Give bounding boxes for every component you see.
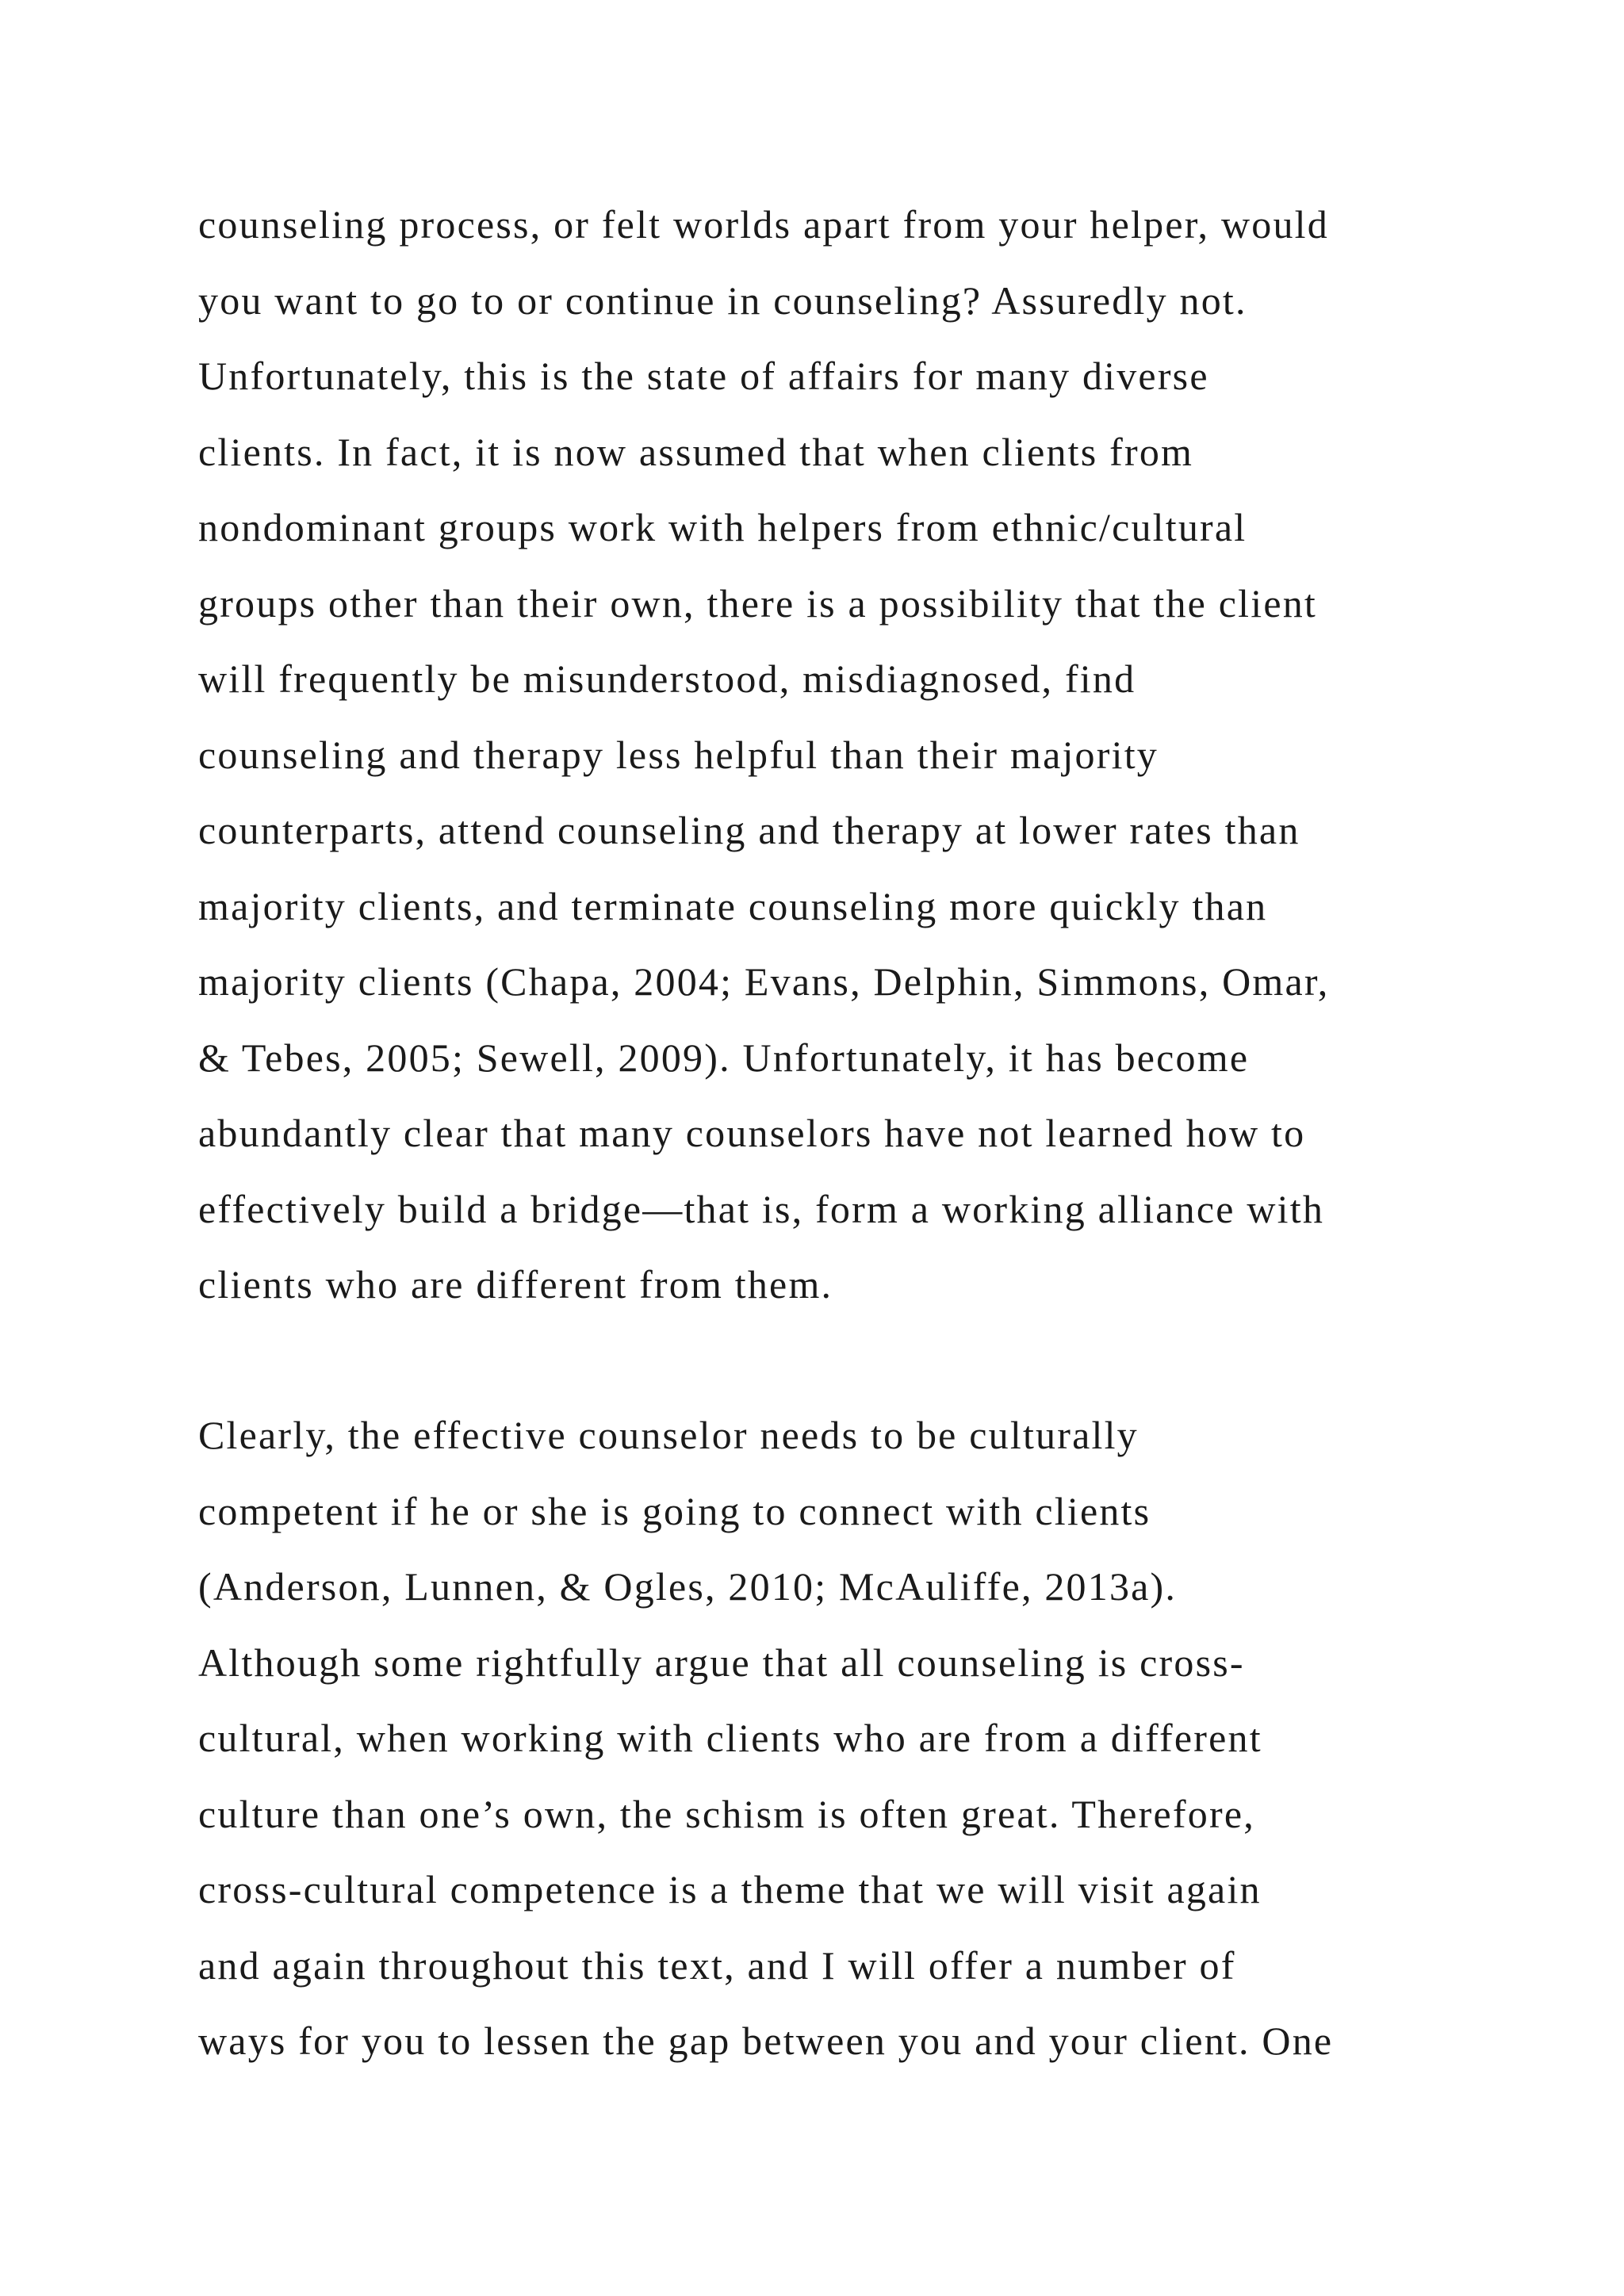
text-line: counseling and therapy less helpful than their majority bbox=[198, 732, 1159, 777]
text-line: Clearly, the effective counselor needs to be culturally bbox=[198, 1413, 1139, 1457]
text-line: majority clients, and terminate counseling more quickly than bbox=[198, 883, 1268, 928]
text-line: (Anderson, Lunnen, & Ogles, 2010; McAuliffe, 2013a). bbox=[198, 1564, 1178, 1609]
text-line: counterparts, attend counseling and therapy at lower rates than bbox=[198, 808, 1300, 852]
text-line: cultural, when working with clients who are from a different bbox=[198, 1716, 1262, 1760]
text-line: counseling process, or felt worlds apart from your helper, would bbox=[198, 202, 1329, 247]
text-line: & Tebes, 2005; Sewell, 2009). Unfortunately, it has become bbox=[198, 1035, 1250, 1080]
text-line: Unfortunately, this is the state of affairs for many diverse bbox=[198, 354, 1209, 398]
text-line: clients who are different from them. bbox=[198, 1262, 833, 1307]
paragraph-2 bbox=[198, 1398, 1507, 2080]
text-line: majority clients (Chapa, 2004; Evans, Delphin, Simmons, Omar, bbox=[198, 959, 1330, 1004]
text-line: ways for you to lessen the gap between you and your client. One bbox=[198, 2019, 1334, 2063]
text-line: cross-cultural competence is a theme that we will visit again bbox=[198, 1867, 1262, 1911]
text-line: effectively build a bridge—that is, form a working alliance with bbox=[198, 1186, 1325, 1231]
text-line: nondominant groups work with helpers from ethnic/cultural bbox=[198, 505, 1247, 549]
text-line: you want to go to or continue in counseling? Assuredly not. bbox=[198, 277, 1247, 323]
text-line: competent if he or she is going to connect with clients bbox=[198, 1488, 1151, 1533]
paragraph-1 bbox=[198, 187, 1507, 1323]
text-line: culture than one’s own, the schism is often great. Therefore, bbox=[198, 1791, 1255, 1836]
text-line: will frequently be misunderstood, misdiagnosed, find bbox=[198, 656, 1136, 701]
text-line: and again throughout this text, and I will offer a number of bbox=[198, 1942, 1236, 1988]
text-line: Although some rightfully argue that all counseling is cross- bbox=[198, 1640, 1245, 1685]
text-line: abundantly clear that many counselors have not learned how to bbox=[198, 1111, 1306, 1155]
text-line: groups other than their own, there is a possibility that the client bbox=[198, 580, 1318, 626]
text-line: clients. In fact, it is now assumed that when clients from bbox=[198, 429, 1194, 474]
